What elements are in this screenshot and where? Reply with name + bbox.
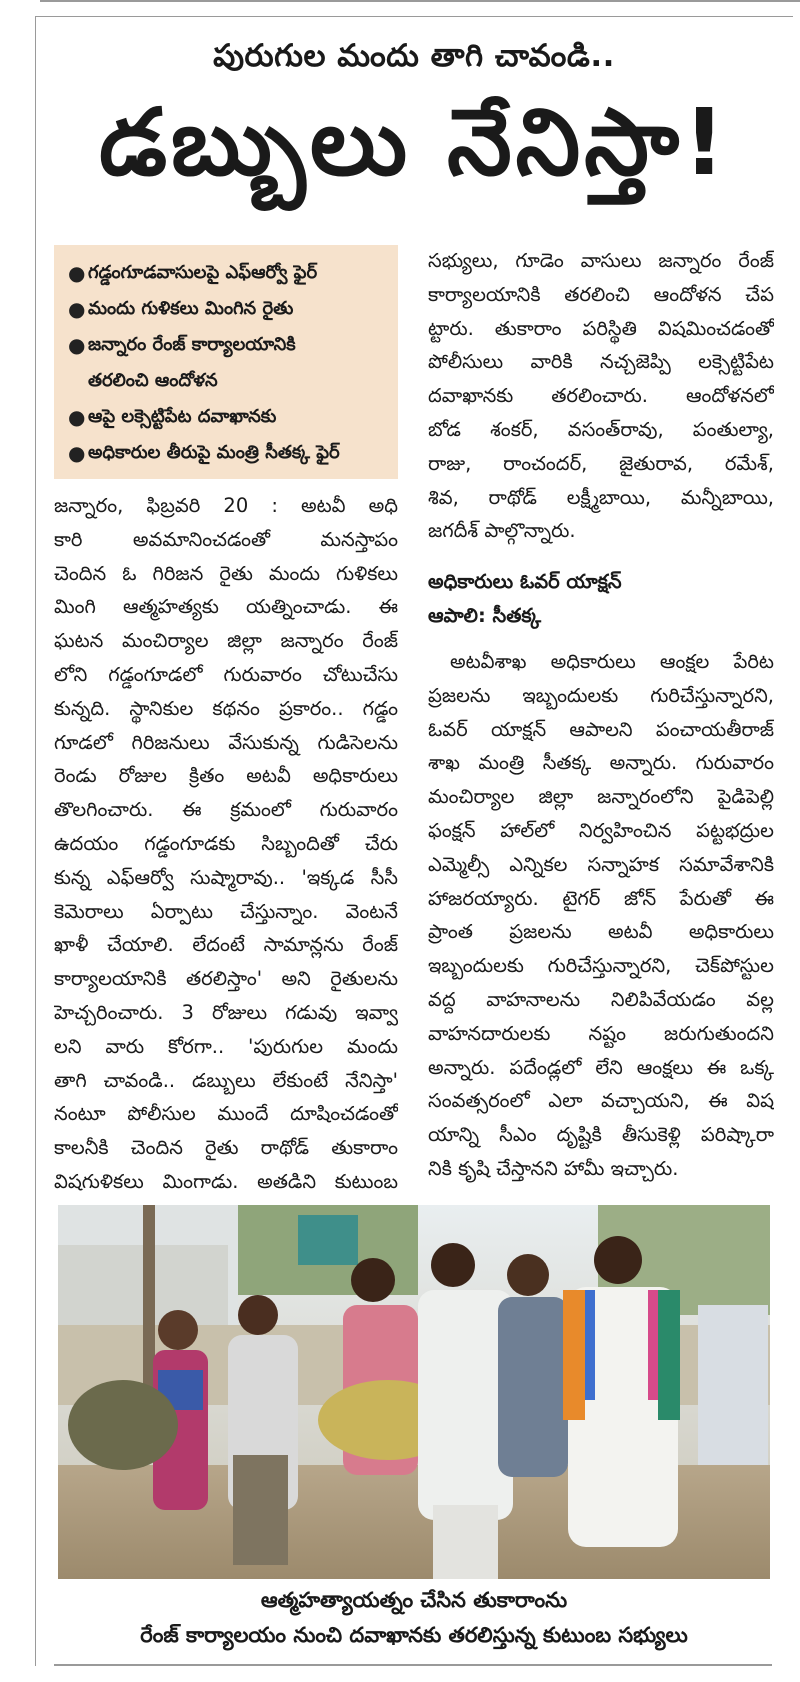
news-photo — [58, 1205, 770, 1579]
body-line: కార్యాలయానికి తరలిస్తాం' అని రైతులను — [54, 967, 398, 991]
body-line: ప్రాంత ప్రజలను అటవీ అధికారులు — [428, 920, 774, 944]
body-line: లని వారు కోరగా.. 'పురుగుల మందు — [54, 1034, 398, 1058]
body-line: వద్ద వాహనాలను నిలిపివేయడం వల్ల — [428, 987, 774, 1011]
subheading-line: ఆపాలి: సీతక్క — [428, 604, 542, 627]
bullet-icon: ● — [68, 405, 86, 429]
body-line: సంవత్సరంలో ఎలా వచ్చాయని, ఈ విష — [428, 1089, 774, 1113]
body-line: నికి కృషి చేస్తానని హామీ ఇచ్చారు. — [428, 1156, 679, 1180]
body-line: ఓవర్ యాక్షన్ ఆపాలని పంచాయతీరాజ్ — [428, 717, 774, 741]
body-line: జగదీశ్ పాల్గొన్నారు. — [428, 519, 576, 543]
body-line: ట్టారు. తుకారాం పరిస్థితి విషమించడంతో — [428, 316, 774, 340]
highlight-item: ● జన్నారం రేంజ్ కార్యాలయానికి — [66, 327, 388, 363]
body-line: ఇబ్బందులకు గురిచేస్తున్నారని, చెక్‌పోస్టుల — [428, 954, 774, 978]
body-line: మంచిర్యాల జిల్లా జన్నారంలోని పైడిపెల్లి — [428, 785, 774, 809]
caption-line: ఆత్మహత్యాయత్నం చేసిన తుకారాంను — [260, 1588, 568, 1612]
photo-illustration — [58, 1205, 770, 1579]
body-line: హెచ్చరించారు. 3 రోజులు గడువు ఇవ్వా — [54, 1000, 398, 1024]
body-column-right-bottom — [428, 645, 774, 1186]
body-line: శివ, రాథోడ్ లక్ష్మీబాయి, మన్నీబాయి, — [428, 485, 774, 509]
body-line: ఖాళీ చేయాలి. లేదంటే సామాన్లను రేంజ్ — [54, 933, 398, 957]
highlight-item: ● గడ్డంగూడవాసులపై ఎఫ్ఆర్వో ఫైర్ — [66, 255, 388, 291]
body-line: కారి అవమానించడంతో మనస్తాపం — [54, 527, 398, 551]
top-rule — [40, 0, 800, 2]
highlight-item: ● ఆపై లక్సెట్టిపేట దవాఖానకు — [66, 399, 388, 435]
bottom-rule — [54, 1664, 772, 1666]
body-line: ఫంక్షన్ హాల్‌లో నిర్వహించిన పట్టభద్రుల — [428, 818, 774, 842]
subheading — [428, 565, 774, 633]
body-line: ఎమ్మెల్సీ ఎన్నికల సన్నాహక సమావేశానికి — [428, 852, 774, 876]
body-line: వాహనదారులకు నష్టం జరుగుతుందని — [428, 1021, 774, 1045]
body-line: రాజు, రాంచందర్, జైతురావ, రమేశ్, — [428, 451, 774, 475]
body-line: కున్న ఎఫ్ఆర్వో సుష్మారావు.. 'ఇక్కడ సీసీ — [54, 865, 398, 889]
body-line: కెమెరాలు ఏర్పాటు చేస్తున్నాం. వెంటనే — [54, 899, 398, 923]
body-column-left — [54, 489, 398, 1199]
body-line: హాజరయ్యారు. టైగర్ జోన్ పేరుతో ఈ — [428, 886, 774, 910]
bullet-icon: ● — [68, 441, 86, 465]
body-line: విషగుళికలు మింగాడు. అతడిని కుటుంబ — [54, 1169, 398, 1193]
body-line: చెందిన ఓ గిరిజన రైతు మందు గుళికలు — [54, 561, 398, 585]
body-line: లోని గడ్డంగూడలో గురువారం చోటుచేసు — [54, 662, 398, 686]
body-line: యాన్ని సీఎం దృష్టికి తీసుకెళ్లి పరిష్కారా — [428, 1123, 774, 1147]
body-line: ఘటన మంచిర్యాల జిల్లా జన్నారం రేంజ్ — [54, 629, 398, 653]
body-line: గూడలో గిరిజనులు వేసుకున్న గుడిసెలను — [54, 730, 398, 754]
body-line: బోడ శంకర్, వసంత్‌రావు, పంతుల్యా, — [428, 417, 774, 441]
body-line: తొలగించారు. ఈ క్రమంలో గురువారం — [54, 798, 398, 822]
body-line: కార్యాలయానికి తరలించి ఆందోళన చేప — [428, 282, 774, 306]
bullet-icon: ● — [68, 297, 86, 321]
body-line: జన్నారం, ఫిబ్రవరి 20 : అటవీ అధి — [54, 494, 398, 517]
highlight-item: ● అధికారుల తీరుపై మంత్రి సీతక్క ఫైర్ — [66, 435, 388, 471]
body-line: పోలీసులు వారికి నచ్చజెప్పి లక్సెట్టిపేట — [428, 350, 774, 374]
bullet-icon: ● — [68, 333, 86, 357]
highlights-box — [54, 245, 398, 479]
body-line: శాఖ మంత్రి సీతక్క అన్నారు. గురువారం — [428, 751, 774, 775]
body-line: ఉదయం గడ్డంగూడకు సిబ్బందితో చేరు — [54, 831, 398, 855]
body-line: అటవీశాఖ అధికారులు ఆంక్షల పేరిట — [450, 650, 774, 673]
body-line: కాలనీకి చెందిన రైతు రాథోడ్ తుకారాం — [54, 1136, 398, 1160]
highlight-item-continued: తరలించి ఆందోళన — [88, 370, 218, 391]
kicker: పురుగుల మందు తాగి చావండి.. — [213, 38, 615, 74]
body-column-right-top — [428, 244, 774, 548]
caption-line: రేంజ్ కార్యాలయం నుంచి దవాఖానకు తరలిస్తున్న కుటుంబ సభ్యులు — [140, 1623, 688, 1647]
body-line: అన్నారు. పదేండ్లలో లేని ఆంక్షలు ఈ ఒక్క — [428, 1055, 774, 1079]
body-line: దవాఖానకు తరలించారు. ఆందోళనలో — [428, 384, 774, 408]
subheading-line: అధికారులు ఓవర్ యాక్షన్ — [428, 570, 622, 593]
photo-caption — [35, 1583, 793, 1653]
body-line: తాగి చావండి.. డబ్బులు లేకుంటే నేనిస్తా' — [54, 1068, 398, 1092]
body-line: సభ్యులు, గూడెం వాసులు జన్నారం రేంజ్ — [428, 249, 774, 272]
body-line: నంటూ పోలీసుల ముందే దూషించడంతో — [54, 1102, 398, 1126]
bullet-icon: ● — [68, 261, 86, 285]
body-line: మింగి ఆత్మహత్యకు యత్నించాడు. ఈ — [54, 595, 398, 619]
body-line: కున్నది. స్థానికుల కథనం ప్రకారం.. గడ్డం — [54, 696, 398, 720]
highlight-item: ● మందు గుళికలు మింగిన రైతు — [66, 291, 388, 327]
body-line: రెండు రోజుల క్రితం అటవీ అధికారులు — [54, 764, 398, 788]
headline: డబ్బులు నేనిస్తా! — [98, 89, 730, 196]
body-line: ప్రజలను ఇబ్బందులకు గురిచేస్తున్నారని, — [428, 683, 774, 707]
